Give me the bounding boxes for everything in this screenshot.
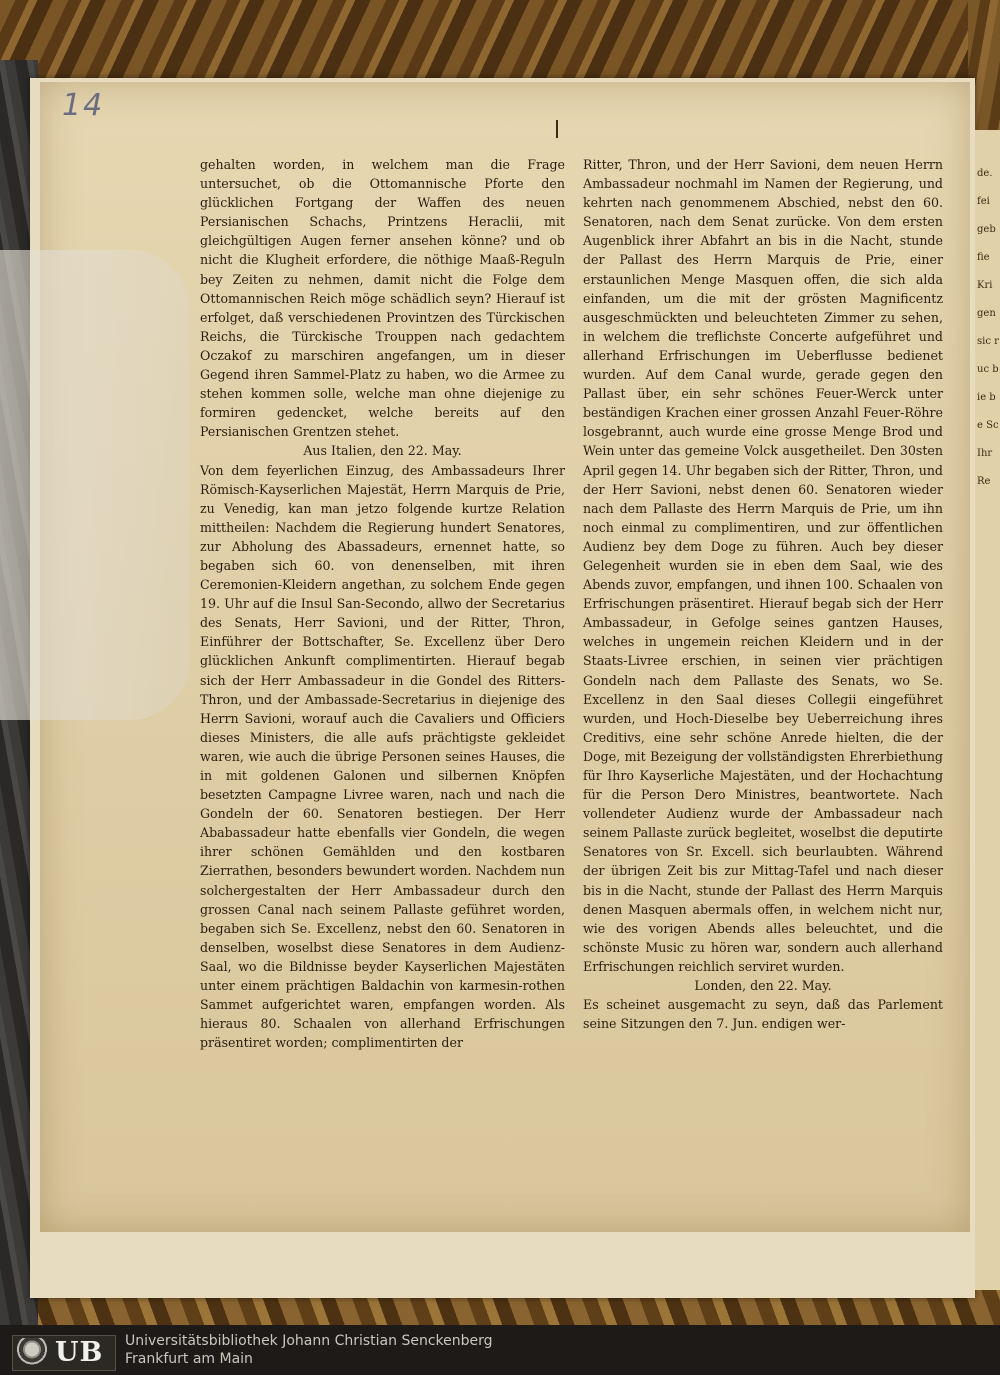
- left-column: [200, 155, 565, 1052]
- fold-mark: [556, 120, 558, 138]
- left-paragraph-1: gehalten worden, in welchem man die Frage untersuchet, ob die Ottomannische Pforte den glücklichen Fortgang der Waffen des neuen Persianischen Schachs, Printzens Heraclii, mit gleichgültigen Augen ferner ansehen könne? und ob nicht die Klugheit erfordere, die nöthige Maaß-Reguln bey Zeiten zu nehmen, damit nicht die Folge dem Ottomannischen Reich möge schädlich seyn? Hierauf ist erfolget, daß verschiedenen Provintzen des Türckischen Reichs, die Türckische Trouppen nach gedachtem Oczakof zu marschiren angefangen, um in dieser Gegend ihren Sammel-Platz zu haben, wo die Armee zu stehen kommen solle, welche man ohne diejenige zu formiren gedencket, welche bereits auf den Persianischen Grentzen stehet.: [200, 157, 565, 440]
- left-paragraph-2: Von dem feyerlichen Einzug, des Ambassadeurs Ihrer Römisch-Kayserlichen Majestät, Herrn Marquis de Prie, zu Venedig, kan man jetzo folgende kurtze Relation mittheilen: Nachdem die Regierung hundert Senatores, zur Abholung des Abassadeurs, ernennet hatte, so begaben sich 60. von denenselben, mit ihren Ceremonien-Kleidern angethan, zu solchem Ende gegen 19. Uhr auf die Insul San-Secondo, allwo der Secretarius des Senats, Herr Savioni, und der Ritter, Thron, Einführer der Bottschafter, Se. Excellenz über Dero glücklichen Ankunft complimentirten. Hierauf begab sich der Herr Ambassadeur in die Gondel des Ritters-Thron, und der Ambassade-Secretarius in diejenige des Herrn Savioni, worauf auch die Cavaliers und Officiers dieses Ministers, die alle aufs prächtigste gekleidet waren, wie auch die übrige Personen seines Hauses, die in mit goldenen Galonen und silbernen Knöpfen besetzten Campagne Livree waren, nach und nach die Gondeln der 60. Senatoren bestiegen. Der Herr Ababassadeur hatte ebenfalls vier Gondeln, die wegen ihrer schönen Gemählden und den kostbaren Zierrathen, besonders bewundert worden. Nachdem nun solchergestalten der Herr Ambassadeur durch den grossen Canal nach seinem Pallaste geführet worden, begaben sich Se. Excellenz, nebst den 60. Senatoren in denselben, woselbst diese Senatores in dem Audienz-Saal, wo die Bildnisse beyder Kayserlichen Majestäten unter einem prächtigen Baldachin von karmesin-rothen Sammet aufgerichtet waren, empfangen worden. Als hieraus 80. Schaalen von allerhand Erfrischungen präsentiret worden; complimentirten der: [200, 462, 565, 1051]
- next-page-strip: [975, 130, 1000, 1290]
- ub-logo[interactable]: [12, 1335, 116, 1371]
- library-footer: [0, 1325, 1000, 1375]
- marbled-cover-top: [0, 0, 1000, 80]
- institution-line-1: Universitätsbibliothek Johann Christian Senckenberg: [125, 1333, 493, 1349]
- repair-tape: [0, 250, 190, 720]
- ub-logo-text: UB: [55, 1337, 104, 1368]
- right-column: [583, 155, 943, 1033]
- next-page-strip-text: de. fei geb fie Kri gen sic ruc bie be Sc Ihr Re: [977, 168, 999, 487]
- london-heading: Londen, den 22. May.: [694, 978, 832, 994]
- italy-heading: Aus Italien, den 22. May.: [303, 443, 462, 459]
- institution-name: [125, 1332, 493, 1368]
- institution-line-2: Frankfurt am Main: [125, 1351, 253, 1367]
- right-paragraph-1: Ritter, Thron, und der Herr Savioni, dem neuen Herrn Ambassadeur nochmahl im Namen der Regierung, und kehrten nach genommenem Abschied, nebst den 60. Senatoren, nach dem Senat zurücke. Von dem ersten Augenblick ihrer Abfahrt an bis in die Nacht, stunde der Pallast des Herrn Marquis de Prie, einer erstaunlichen Menge Masquen offen, die sich alda einfanden, um die mit der grösten Magnificentz ausgeschmückten und beleuchteten Zimmer zu sehen, in welchem die treflichste Concerte aufgeführet und allerhand Erfrischungen im Ueberflusse bedienet wurden. Auf dem Canal wurde, gerade gegen den Pallast über, ein sehr schönes Feuer-Werck unter beständigen Krachen einer grossen Anzahl Feuer-Röhre losgebrannt, auch wurde eine grosse Menge Brod und Wein unter das gemeine Volck ausgetheilet. Den 30sten April gegen 14. Uhr begaben sich der Ritter, Thron, und der Herr Savioni, nebst denen 60. Senatoren wieder nach dem Pallaste des Herrn Marquis de Prie, um ihn noch einmal zu complimentiren, und zur öffentlichen Audienz bey dem Doge zu führen. Auch bey dieser Gelegenheit wurden sie in eben dem Saal, wie des Abends zuvor, empfangen, und ihnen 100. Schaalen von Erfrischungen präsentiret. Hierauf begab sich der Herr Ambassadeur, in Gefolge seines gantzen Hauses, welches in ungemein reichen Kleidern und in der Staats-Livree erschien, in seinen vier prächtigen Gondeln nach dem Pallaste des Senats, wo Se. Excellenz in den Saal dieses Collegii eingeführet wurden, und Hoch-Dieselbe bey Ueberreichung ihres Creditivs, eine sehr schöne Anrede hielten, die der Doge, mit Bezeigung der vollständigsten Ehrerbiethung für Ihro Kayserliche Majestäten, und der Hochachtung für die Person Dero Ministres, beantwortete. Nach vollendeter Audienz wurde der Ambassadeur nach seinem Pallaste zurück begleitet, woselbst die deputirte Senatores von Sr. Excell. sich beurlaubten. Während der übrigen Zeit bis zur Mittag-Tafel und nach dieser bis in die Nacht, stunde der Pallast des Herrn Marquis denen Masquen abermals offen, in welchem nicht nur, wie des vorigen Abends alles beleuchtet, und die schönste Music zu hören war, sondern auch allerhand Erfrischungen reichlich serviret wurden.: [583, 157, 943, 974]
- pencil-page-number: 14: [62, 88, 105, 123]
- right-paragraph-2: Es scheinet ausgemacht zu seyn, daß das Parlement seine Sitzungen den 7. Jun. endigen wer-: [583, 997, 943, 1032]
- portrait-icon: [17, 1338, 47, 1368]
